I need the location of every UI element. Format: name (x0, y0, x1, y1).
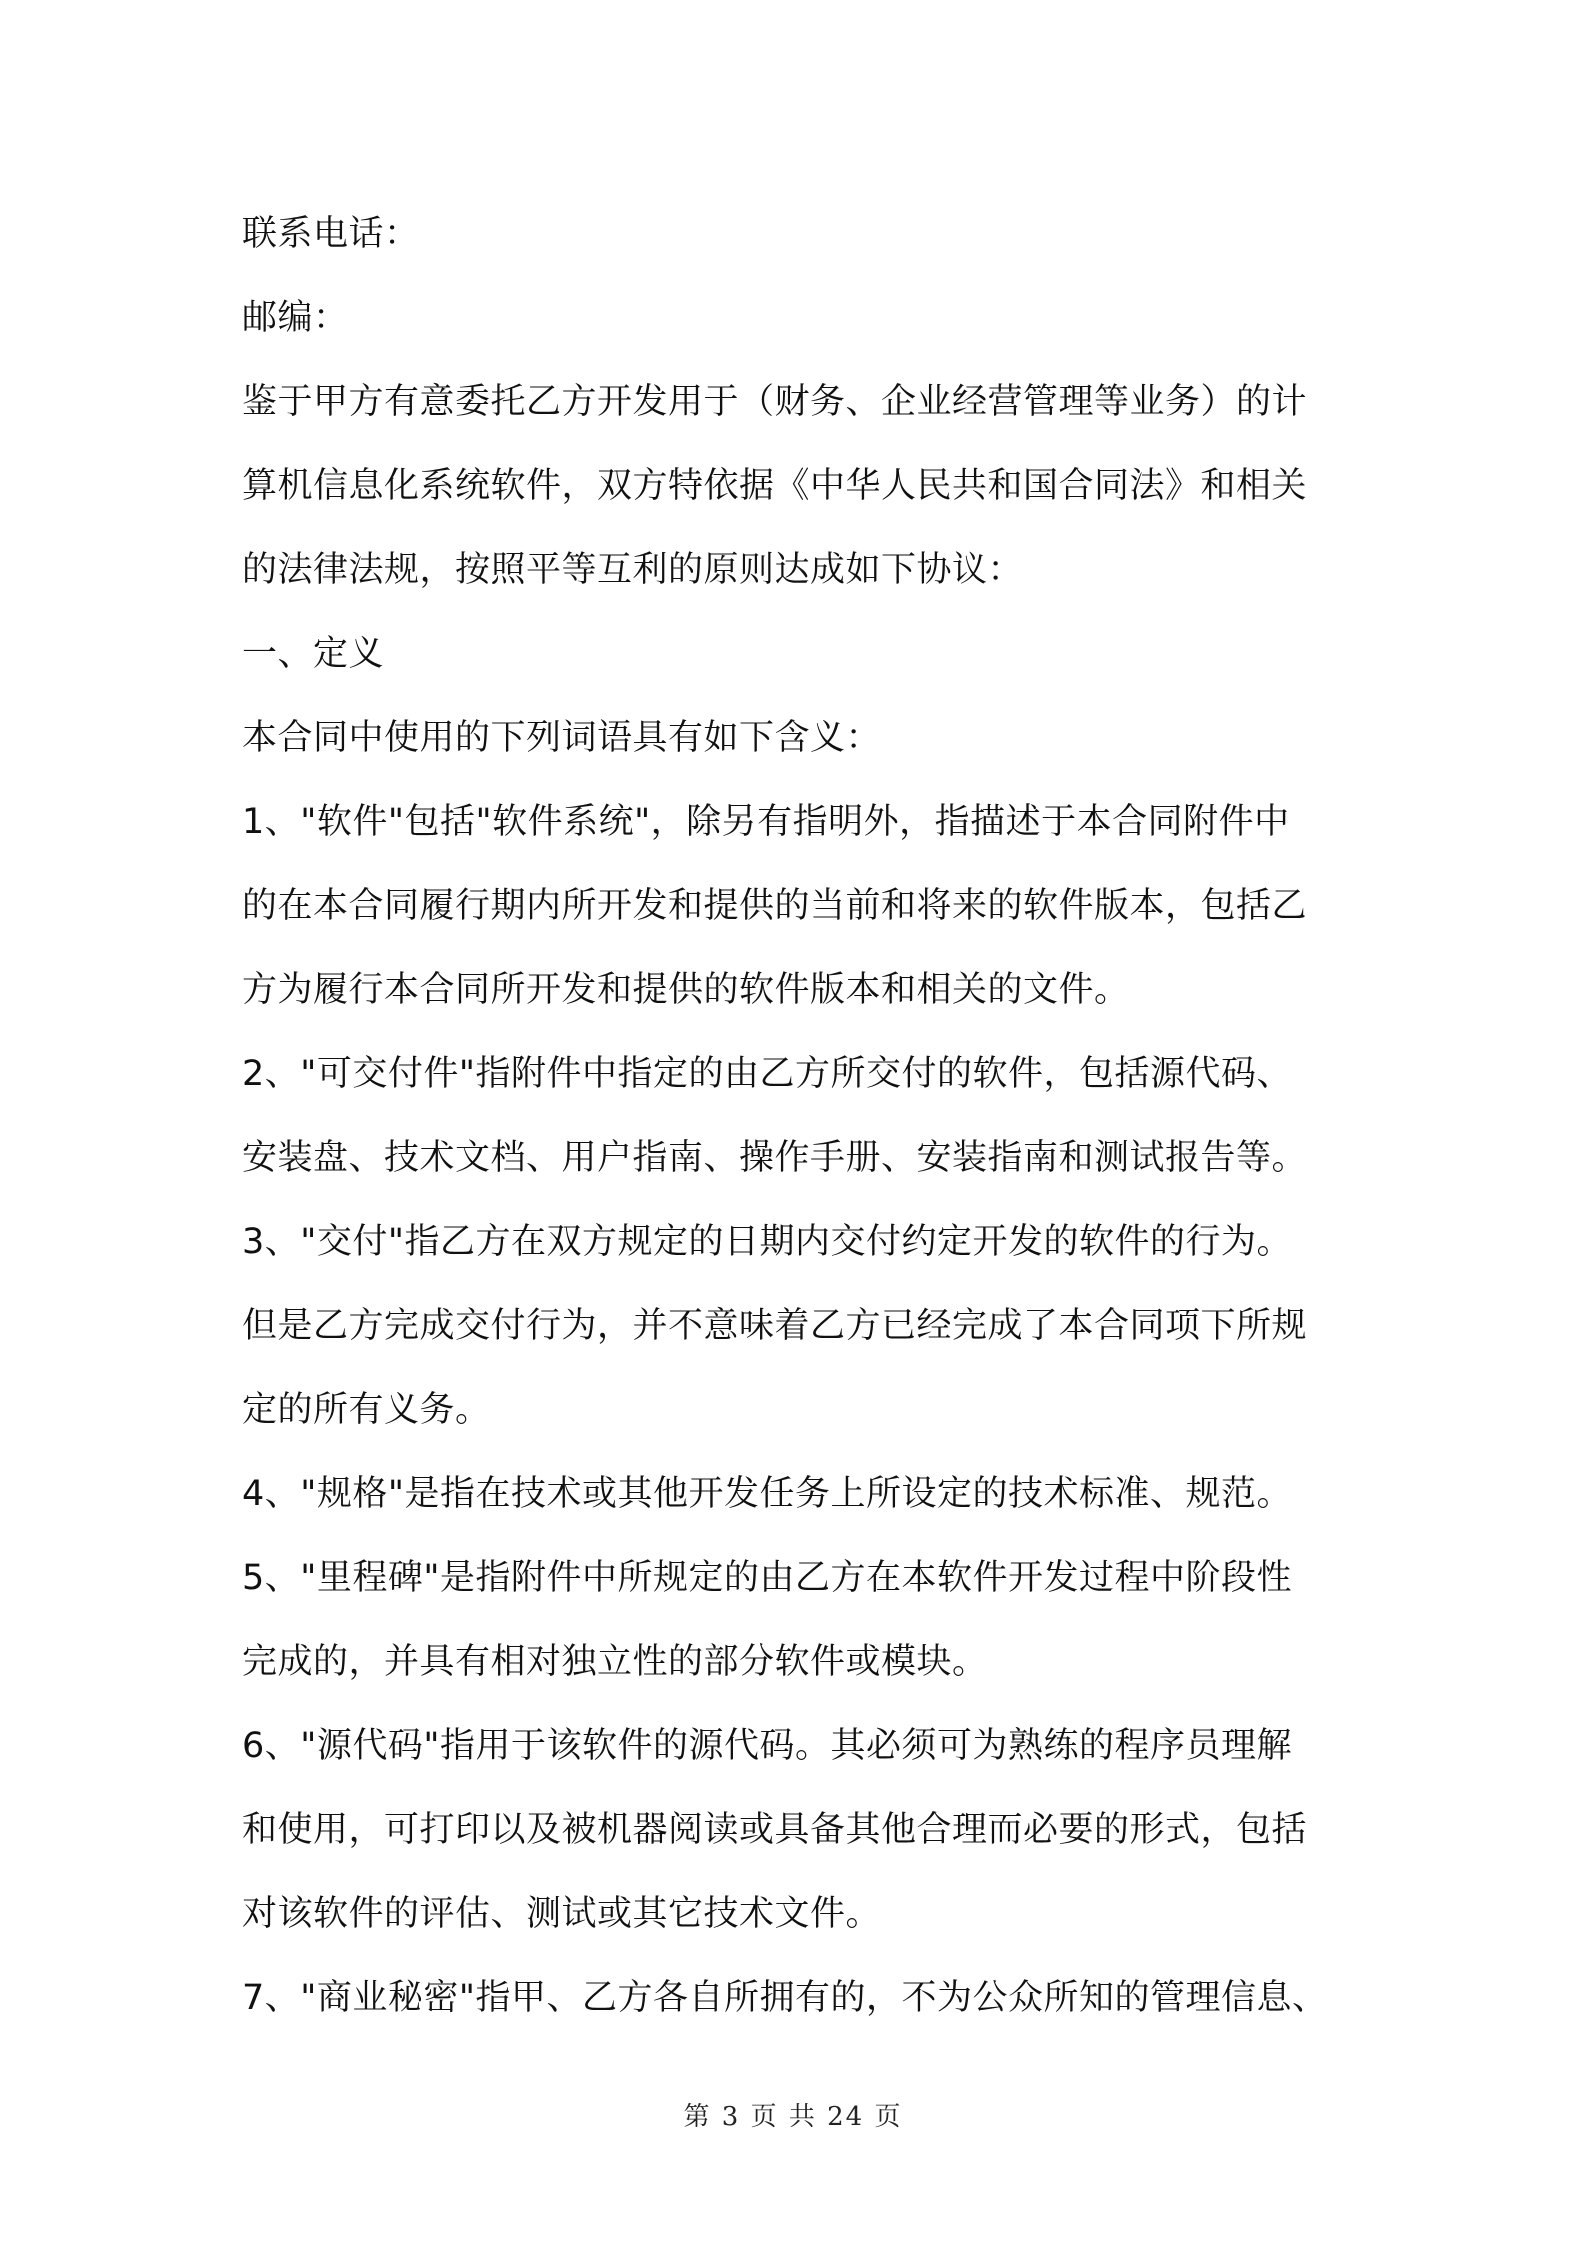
definition-line: 7、"商业秘密"指甲、乙方各自所拥有的，不为公众所知的管理信息、 (242, 1978, 1328, 2018)
preamble-line: 算机信息化系统软件，双方特依据《中华人民共和国合同法》和相关 (242, 466, 1308, 506)
definition-line: 4、"规格"是指在技术或其他开发任务上所设定的技术标准、规范。 (242, 1474, 1292, 1514)
definition-line: 对该软件的评估、测试或其它技术文件。 (242, 1894, 882, 1934)
definition-line: 方为履行本合同所开发和提供的软件版本和相关的文件。 (242, 970, 1130, 1010)
definition-line: 定的所有义务。 (242, 1390, 491, 1430)
definition-line: 6、"源代码"指用于该软件的源代码。其必须可为熟练的程序员理解 (242, 1726, 1292, 1766)
definition-line: 3、"交付"指乙方在双方规定的日期内交付约定开发的软件的行为。 (242, 1222, 1292, 1262)
contact-phone-line: 联系电话： (242, 214, 420, 254)
definition-line: 安装盘、技术文档、用户指南、操作手册、安装指南和测试报告等。 (242, 1138, 1308, 1178)
definition-line: 的在本合同履行期内所开发和提供的当前和将来的软件版本，包括乙 (242, 886, 1308, 926)
definition-line: 和使用，可打印以及被机器阅读或具备其他合理而必要的形式，包括 (242, 1810, 1308, 1850)
definition-line: 但是乙方完成交付行为，并不意味着乙方已经完成了本合同项下所规 (242, 1306, 1308, 1346)
postcode-line: 邮编： (242, 298, 349, 338)
definition-line: 2、"可交付件"指附件中指定的由乙方所交付的软件，包括源代码、 (242, 1054, 1292, 1094)
preamble-line: 的法律法规，按照平等互利的原则达成如下协议： (242, 550, 1024, 590)
paragraph-line: 本合同中使用的下列词语具有如下含义： (242, 718, 882, 758)
definition-line: 5、"里程碑"是指附件中所规定的由乙方在本软件开发过程中阶段性 (242, 1558, 1292, 1598)
document-body (242, 192, 1358, 2040)
definition-line: 完成的，并具有相对独立性的部分软件或模块。 (242, 1642, 988, 1682)
section-heading: 一、定义 (242, 634, 385, 674)
page-number-footer: 第 3 页 共 24 页 (683, 2102, 903, 2132)
definition-line: 1、"软件"包括"软件系统"，除另有指明外，指描述于本合同附件中 (242, 802, 1290, 842)
preamble-line: 鉴于甲方有意委托乙方开发用于（财务、企业经营管理等业务）的计 (242, 382, 1308, 422)
